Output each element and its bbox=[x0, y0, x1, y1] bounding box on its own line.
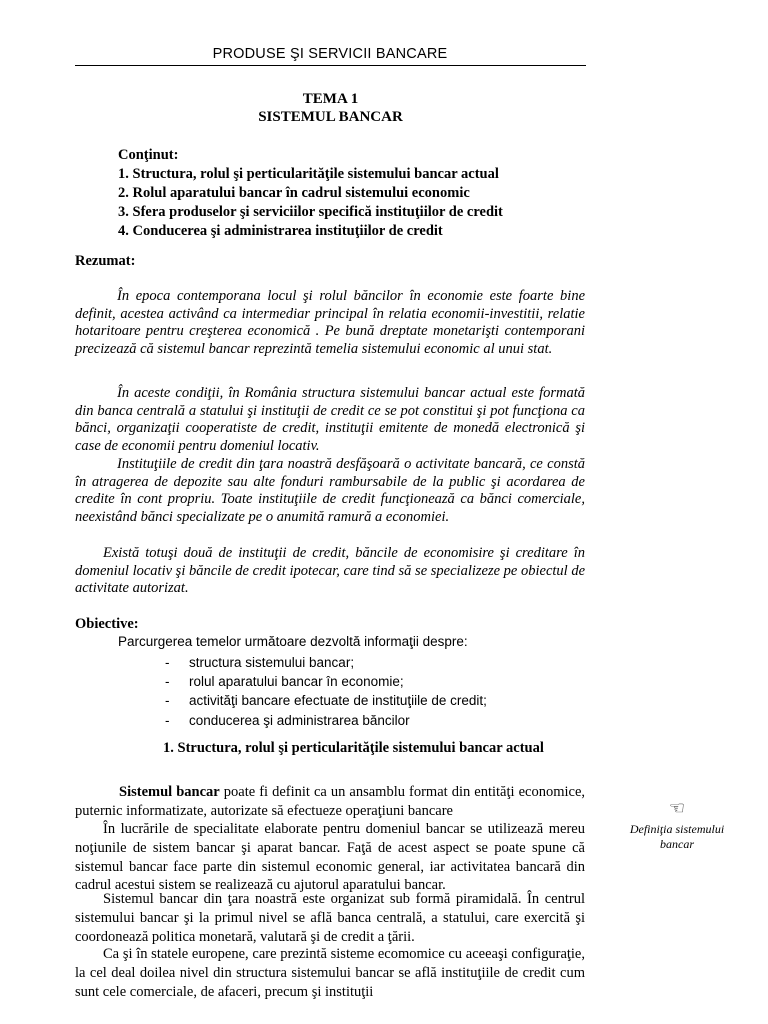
contents-item: 4. Conducerea şi administrarea instituţiilor de credit bbox=[118, 223, 443, 239]
list-item bbox=[165, 691, 487, 710]
tema-title: TEMA 1 bbox=[302, 91, 359, 107]
obiective-list bbox=[165, 653, 487, 730]
hand-pointing-icon: ☜ bbox=[668, 798, 686, 818]
rezumat-paragraph: Instituţiile de credit din ţara noastră desfăşoară o activitate bancară, ce constă în atragerea de depozite sau alte fonduri rambursabile de la public şi acordarea de credite în cont propriu. Toate instituţiile de credit funcţionează ca bănci comerciale, neexistând bănci specializate pe o anumită ramură a economiei. bbox=[75, 456, 585, 525]
contents-label: Conţinut: bbox=[118, 147, 179, 163]
list-dash: - bbox=[165, 674, 170, 690]
list-item-text: structura sistemului bancar; bbox=[189, 655, 355, 670]
margin-note bbox=[622, 798, 732, 852]
contents-item: 2. Rolul aparatului bancar în cadrul sistemului economic bbox=[118, 185, 470, 201]
list-item-text: conducerea şi administrarea băncilor bbox=[189, 712, 410, 728]
obiective-heading: Obiective: bbox=[75, 616, 139, 632]
defined-term: Sistemul bancar bbox=[119, 784, 220, 800]
rezumat-paragraph: În aceste condiţii, în România structura sistemului bancar actual este formată din banca centrală a statului şi instituţii de credit ce se pot constitui şi pot funcţiona ca bănci, organizaţii cooperatiste de credit, instituţii emitente de monedă electronică şi case de economii pentru domeniul locativ. bbox=[75, 385, 585, 454]
list-dash: - bbox=[165, 693, 170, 709]
margin-note-text: Definiţia sistemului bancar bbox=[629, 822, 725, 851]
paragraph-text: poate fi definit ca un ansamblu format din entităţi economice, puternic informatizate, autorizate să efectueze operaţiuni bancare bbox=[75, 784, 586, 819]
obiective-intro: Parcurgerea temelor următoare dezvoltă informaţii despre: bbox=[118, 634, 468, 649]
running-header: PRODUSE ŞI SERVICII BANCARE bbox=[212, 46, 448, 62]
contents-block bbox=[118, 146, 503, 241]
list-item-text: activităţi bancare efectuate de instituţiile de credit; bbox=[189, 693, 487, 709]
list-dash: - bbox=[165, 655, 170, 670]
list-item bbox=[165, 672, 487, 691]
rezumat-paragraph: În epoca contemporana locul şi rolul băncilor în economie este foarte bine definit, acestea activând ca intermediar principal în relatia economii-investitii, relatie hotaritoare pentru creşterea economică . Pe bună dreptate monetarişti contemporani precizează că sistemul bancar reprezintă temelia sistemului economic al unui stat. bbox=[75, 288, 585, 357]
list-dash: - bbox=[165, 712, 170, 728]
rezumat-heading: Rezumat: bbox=[75, 253, 136, 269]
body-paragraph: În lucrările de specialitate elaborate pentru domeniul bancar se utilizează mereu noţiunile de sistem bancar şi aparat bancar. Faţă de acest aspect se poate spune că sistemul bancar face parte din sistemul economic general, iar activitatea bancară din cadrul acestui sistem se realizează cu ajutorul aparatului bancar. bbox=[75, 821, 585, 894]
contents-item: 3. Sfera produselor şi serviciilor specifică instituţiilor de credit bbox=[118, 204, 503, 220]
list-item bbox=[165, 711, 487, 730]
body-paragraph: Sistemul bancar din ţara noastră este organizat sub formă piramidală. În centrul sistemului bancar şi la primul nivel se află banca centrală, a statului, care exercită şi coordonează politica monetară, valutară şi de credit a ţării. bbox=[75, 891, 585, 945]
body-paragraph bbox=[75, 783, 585, 821]
section-heading: 1. Structura, rolul şi perticularităţile sistemului bancar actual bbox=[163, 740, 544, 756]
contents-item: 1. Structura, rolul şi perticularităţile sistemului bancar actual bbox=[118, 166, 499, 182]
list-item-text: rolul aparatului bancar în economie; bbox=[189, 674, 404, 690]
list-item bbox=[165, 653, 487, 672]
body-paragraph: Ca şi în statele europene, care prezintă sisteme ecomomice cu aceeaşi configuraţie, la cel deal doilea nivel din structura sistemului bancar se află instituţiile de credit cum sunt cele comerciale, de afaceri, precum şi instituţii bbox=[75, 946, 585, 1000]
tema-subtitle: SISTEMUL BANCAR bbox=[258, 109, 403, 125]
rezumat-paragraph: Există totuşi două de instituţii de credit, băncile de economisire şi creditare în domeniul locativ şi băncile de credit ipotecar, care tind să se specializeze pe obiectul de activitate autorizat. bbox=[75, 545, 585, 597]
header-rule bbox=[75, 65, 586, 66]
